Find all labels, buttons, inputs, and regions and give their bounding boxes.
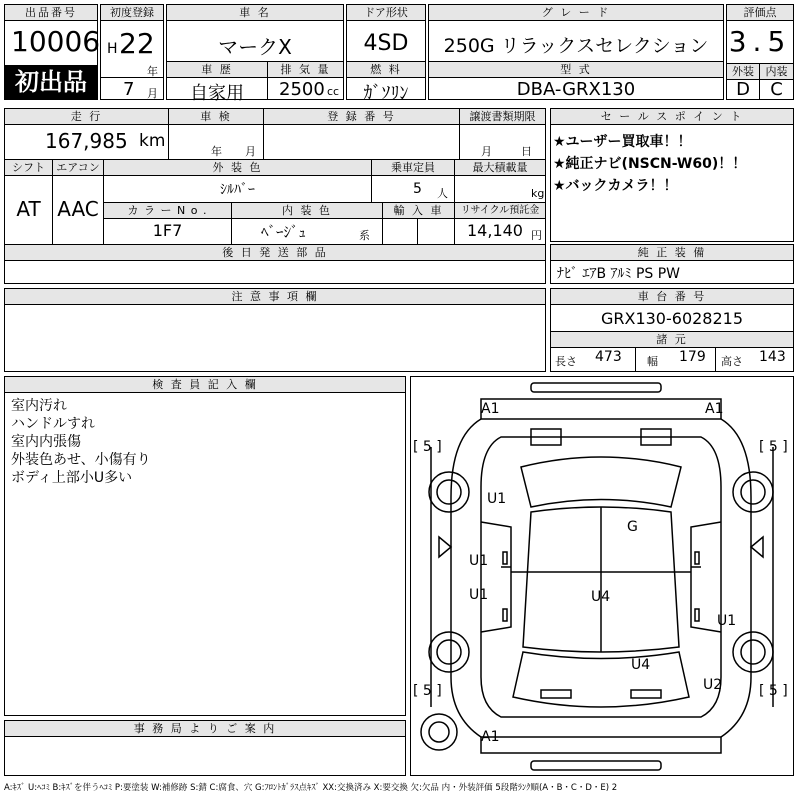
inspect-month: 月 (245, 145, 256, 158)
transfer-label: 譲渡書類期限 (460, 109, 545, 125)
color-no-label: カ ラ ー N o . (104, 203, 232, 219)
chassis-box (550, 288, 794, 372)
regno-label: 登 録 番 号 (264, 109, 460, 125)
model-value: DBA-GRX130 (516, 79, 636, 100)
int-grade: C (770, 79, 783, 100)
door-value: 4SD (363, 31, 409, 56)
lot-label: 出品番号 (5, 5, 97, 21)
door-box (346, 4, 426, 104)
year-unit: 年 (147, 65, 158, 78)
lot-number: 10006 (11, 25, 101, 58)
damage-U1-b: U1 (469, 553, 489, 569)
wid-value: 179 (679, 349, 706, 365)
damage-A1-front-right: A1 (705, 401, 724, 417)
office-box (4, 720, 406, 776)
transfer-month: 月 (481, 145, 492, 158)
int-label: 内装 (760, 64, 793, 80)
chassis-label: 車 台 番 号 (551, 289, 793, 305)
shift-value: AT (16, 197, 41, 221)
tire-front-left: [ 5 ] (413, 439, 442, 455)
car-name: マークX (218, 35, 292, 59)
reg-era: H (107, 41, 118, 57)
history-value: 自家用 (190, 83, 244, 104)
int-color-unit: 系 (359, 229, 370, 242)
first-listing-badge: 初出品 (5, 65, 97, 99)
inspect-label: 車 検 (169, 109, 264, 125)
disp-label: 排 気 量 (268, 62, 343, 78)
door-label: ドア形状 (347, 5, 425, 21)
month-unit: 月 (147, 87, 158, 100)
fuel-value: ｶﾞｿﾘﾝ (363, 83, 409, 104)
ext-color-value: ｼﾙﾊﾞｰ (220, 182, 255, 198)
car-outline (411, 377, 793, 775)
sales-point: ★純正ナビ(NSCN-W60)！！ (553, 156, 747, 172)
recycle-value: 14,140 (467, 221, 523, 240)
recycle-label: リサイクル預託金 (455, 203, 545, 219)
fuel-label: 燃 料 (347, 62, 425, 78)
sales-point: ★ユーザー買取車！！ (553, 134, 692, 150)
hgt-label: 高さ (721, 355, 743, 368)
recycle-unit: 円 (531, 229, 542, 242)
int-color-value: ﾍﾞｰｼﾞｭ (261, 223, 307, 241)
equipment-label: 純 正 装 備 (551, 245, 793, 261)
disp-unit: cc (327, 85, 340, 98)
notes-label: 注 意 事 項 欄 (5, 289, 545, 305)
tire-rear-left: [ 5 ] (413, 683, 442, 699)
shift-label: シフト (5, 160, 53, 176)
disp-value: 2500 (279, 79, 325, 100)
model-label: 型 式 (429, 62, 723, 78)
name-label: 車 名 (167, 5, 343, 21)
reg-month: 7 (123, 79, 135, 100)
seats-label: 乗車定員 (372, 160, 455, 176)
lot-box (4, 4, 101, 100)
damage-A1-rear: A1 (481, 729, 500, 745)
score-box (726, 4, 794, 100)
name-box (166, 4, 344, 104)
tire-front-right: [ 5 ] (759, 439, 788, 455)
seats-unit: 人 (437, 187, 448, 200)
damage-U2: U2 (703, 677, 723, 693)
seats-value: 5 (413, 181, 422, 197)
mileage-label: 走 行 (5, 109, 169, 125)
wid-label: 幅 (647, 355, 658, 368)
score-label: 評価点 (727, 5, 793, 21)
inspector-line: ボディ上部小U多い (11, 470, 133, 486)
transfer-day: 日 (521, 145, 532, 158)
sales-point: ★バックカメラ！！ (553, 178, 678, 194)
notes-box (4, 288, 546, 372)
reg-label: 初度登録 (101, 5, 163, 21)
ac-value: AAC (57, 197, 99, 221)
sales-label: セ ー ル ス ポ イ ン ト (551, 109, 793, 125)
sales-box (550, 108, 794, 242)
color-no-value: 1F7 (152, 221, 183, 240)
office-label: 事 務 局 よ り ご 案 内 (5, 721, 405, 737)
inspector-line: 室内汚れ (11, 398, 67, 414)
history-label: 車 歴 (167, 62, 268, 78)
mileage-unit: km (139, 131, 166, 151)
mileage-value: 167,985 (45, 129, 128, 153)
dims-label: 諸 元 (551, 332, 793, 348)
score-value: 3.5 (728, 25, 792, 58)
inspector-label: 検 査 員 記 入 欄 (5, 377, 405, 393)
grade-label: グ レ ー ド (429, 5, 723, 21)
inspector-line: 室内内張傷 (11, 434, 81, 450)
damage-U4-b: U4 (631, 657, 651, 673)
tire-rear-right: [ 5 ] (759, 683, 788, 699)
inspector-line: ハンドルすれ (11, 416, 95, 432)
chassis-value: GRX130-6028215 (600, 309, 744, 328)
registration-box (100, 4, 164, 100)
info-grid (4, 108, 546, 284)
damage-A1-front-left: A1 (481, 401, 500, 417)
grade-value: 250G リラックスセレクション (443, 35, 709, 57)
import-label: 輸 入 車 (383, 203, 455, 219)
equipment-value: ﾅﾋﾞ ｴｱB ｱﾙﾐ PS PW (557, 266, 681, 282)
load-unit: kg (531, 187, 545, 200)
car-diagram (410, 376, 794, 776)
later-parts-label: 後 日 発 送 部 品 (5, 245, 545, 261)
damage-U1-a: U1 (487, 491, 507, 507)
inspector-line: 外装色あせ、小傷有り (11, 452, 151, 468)
damage-G: G (627, 519, 638, 535)
len-label: 長さ (555, 355, 577, 368)
damage-U1-d: U1 (717, 613, 737, 629)
inspect-year: 年 (211, 145, 222, 158)
damage-U1-c: U1 (469, 587, 489, 603)
int-color-label: 内 装 色 (232, 203, 383, 219)
hgt-value: 143 (759, 349, 786, 365)
ext-color-label: 外 装 色 (104, 160, 372, 176)
legend: A:ｷｽﾞ U:ﾍｺﾐ B:ｷｽﾞを伴うﾍｺﾐ P:要塗装 W:補修跡 S:錆 C:腐食、穴 G:ﾌﾛﾝﾄｶﾞﾗｽ点ｷｽﾞ XX:交換済み X:要交換 欠:欠品 内・外装評価 5段階ﾗﾝｸ順(A・B・C・D・E) 2 (4, 783, 618, 793)
damage-U4-a: U4 (591, 589, 611, 605)
load-label: 最大積載量 (455, 160, 545, 176)
reg-year: 22 (119, 27, 155, 60)
len-value: 473 (595, 349, 622, 365)
inspector-box (4, 376, 406, 716)
equipment-box (550, 244, 794, 284)
grade-box (428, 4, 724, 100)
ext-label: 外装 (727, 64, 760, 80)
ac-label: エアコン (53, 160, 104, 176)
ext-grade: D (736, 79, 750, 100)
